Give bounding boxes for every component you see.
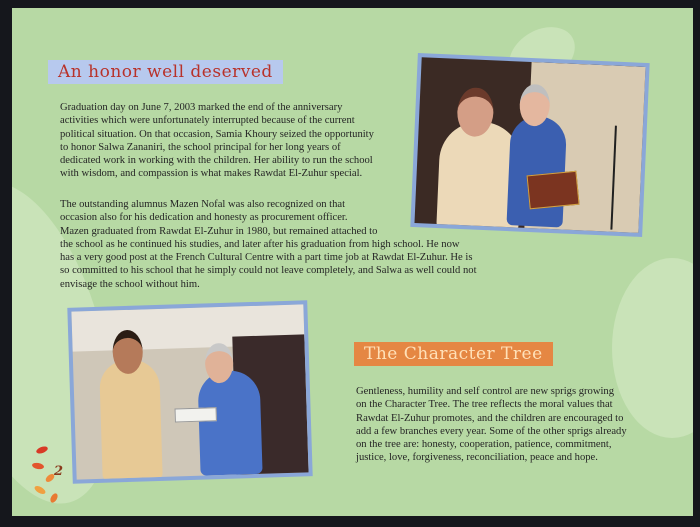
brochure-page xyxy=(12,8,693,516)
photo-book-gift xyxy=(175,407,217,422)
honor-paragraph-1: Graduation day on June 7, 2003 marked the end of the anniversary activities which were unfortunately interrupted because of the current political situation. On that occasion, Samia Khoury seized the opportunity to honor Salwa Zananiri, the school principal for her long years of dedicated work in working with the children. Her ability to run the school with wisdom, and compassion is what makes Rawdat El-Zuhur special. xyxy=(60,102,374,180)
photo-woman-right xyxy=(506,115,567,227)
photo-award-book xyxy=(410,53,649,237)
photo-alumnus-presentation xyxy=(67,300,312,483)
honor-paragraph-2: The outstanding alumnus Mazen Nofal was also recognized on that occasion also for his dedication and honesty as procurement officer. Mazen graduated from Rawdat El-Zuhur in 1980, but remained attached to the school as he continued his studies, and later after his graduation from high school. He now has a very good post at the French Cultural Centre with a part time job at Rawdat El-Zuhur. He is so committed to his school that he simply could not leave completely, and Salwa as well could not envisage the school without him. xyxy=(60,199,477,290)
photo-man xyxy=(99,359,163,480)
page-number: 2 xyxy=(54,464,64,479)
photo-book xyxy=(527,171,580,210)
character-tree-paragraph: Gentleness, humility and self control are new sprigs growing on the Character Tree. The tree reflects the moral values that Rawdat El-Zuhur promotes, and the children are encouraged to add a few branches every year. Some of the other sprigs already on the tree are: honesty, cooperation, patience, commitment, justice, love, forgiveness, reconciliation, peace and hope. xyxy=(356,386,627,464)
section-title-character-tree: The Character Tree xyxy=(354,342,553,366)
section-title-honor: An honor well deserved xyxy=(48,60,283,84)
photo-woman xyxy=(197,370,262,476)
